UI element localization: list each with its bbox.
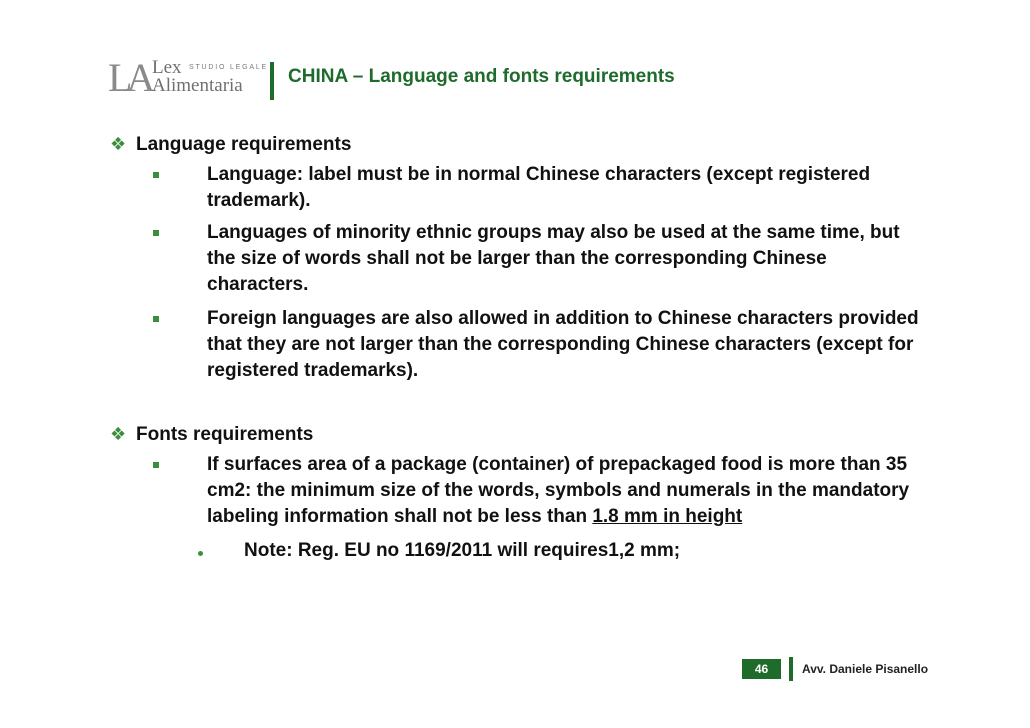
logo-tagline: STUDIO LEGALE xyxy=(189,64,269,71)
section-heading-language xyxy=(110,134,351,156)
logo-mark: LA xyxy=(108,55,150,100)
section-heading-text: Language requirements xyxy=(136,134,352,155)
logo xyxy=(108,55,269,100)
diamond-bullet-icon: ❖ xyxy=(110,424,127,444)
sub-list-item: Note: Reg. EU no 1169/2011 will requires1,2 mm; xyxy=(244,540,681,561)
section-heading-fonts xyxy=(110,424,313,446)
list-item: Foreign languages are also allowed in addition to Chinese characters provided that they are not larger than the corresponding Chinese characters (except for registered trademarks). xyxy=(207,308,919,381)
square-bullet-icon xyxy=(153,316,159,322)
section-heading-text: Fonts requirements xyxy=(136,424,314,445)
logo-alimentaria: Alimentaria xyxy=(152,75,243,96)
square-bullet-icon xyxy=(153,172,159,178)
underlined-requirement: 1.8 mm in height xyxy=(592,506,743,527)
list-item: Language: label must be in normal Chinese characters (except registered trademark). xyxy=(207,164,871,211)
logo-lex: Lex xyxy=(152,57,182,78)
footer-divider xyxy=(789,657,793,681)
page-number: 46 xyxy=(742,659,781,679)
list-item: Languages of minority ethnic groups may also be used at the same time, but the size of words shall not be larger than the corresponding Chinese characters. xyxy=(207,222,900,295)
page-title: CHINA – Language and fonts requirements xyxy=(288,66,675,87)
square-bullet-icon xyxy=(153,230,159,236)
list-item-text: If surfaces area of a package (container) of prepackaged food is more than 35 cm2: the minimum size of the words, symbols and numerals in the mandatory labeling information shall not be less than xyxy=(207,454,910,527)
diamond-bullet-icon: ❖ xyxy=(110,134,127,154)
list-item xyxy=(207,452,922,530)
square-bullet-icon xyxy=(153,462,159,468)
title-divider xyxy=(270,62,274,100)
footer-author: Avv. Daniele Pisanello xyxy=(802,662,929,676)
dot-bullet-icon xyxy=(198,551,203,556)
